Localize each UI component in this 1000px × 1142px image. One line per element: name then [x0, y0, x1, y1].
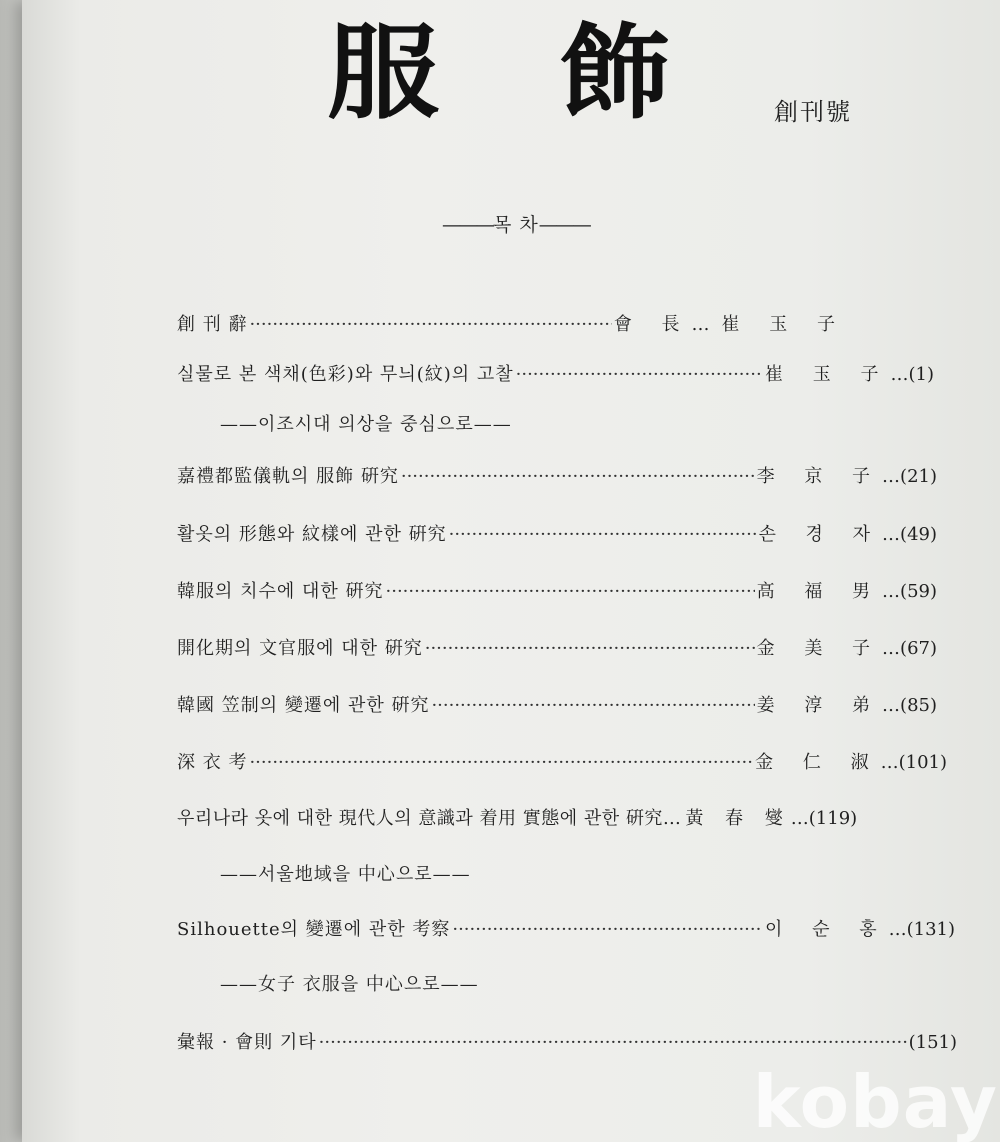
toc-entry-title: 우리나라 옷에 대한 現代人의 意識과 着用 實態에 관한 硏究…	[177, 808, 682, 829]
document-page	[22, 0, 1000, 1142]
toc-entry-author: 崔 玉 子	[765, 364, 891, 385]
leader-dots	[431, 695, 754, 716]
leader-dots	[386, 581, 755, 602]
toc-entry-author: 姜 淳 弟	[756, 695, 883, 716]
toc-entry-page: …(49)	[882, 524, 937, 545]
leader-dots	[452, 919, 763, 940]
toc-entry-page: …(85)	[882, 695, 937, 716]
toc-entry-page: …(1)	[890, 364, 934, 385]
toc-heading: ———목 차———	[442, 214, 590, 236]
toc-entry	[177, 634, 937, 660]
toc-entry-page: …(119)	[790, 808, 858, 829]
toc-entry-title: Silhouette의 變遷에 관한 考察	[177, 919, 451, 940]
toc-entry	[177, 748, 947, 774]
toc-entry-title: 創 刊 辭	[177, 314, 248, 335]
toc-entry-author: 金 仁 淑	[755, 752, 881, 773]
leader-dots	[401, 466, 755, 487]
toc-entry-author: 金 美 子	[756, 638, 883, 659]
toc-entry-title: 활옷의 形態와 紋樣에 관한 硏究	[177, 524, 447, 545]
toc-entry-page: …(21)	[882, 466, 937, 487]
leader-dots	[249, 314, 611, 335]
leader-dots	[516, 364, 763, 385]
toc-entry-title: 韓服의 치수에 대한 硏究	[177, 581, 384, 602]
toc-entry	[177, 804, 952, 830]
toc-entry-title: 深 衣 考	[177, 752, 248, 773]
toc-entry-title: 실물로 본 색채(色彩)와 무늬(紋)의 고찰	[177, 364, 514, 385]
toc-entry-title: 開化期의 文官服에 대한 硏究	[177, 638, 423, 659]
toc-entry	[177, 577, 937, 603]
toc-entry	[177, 1028, 957, 1054]
toc-entry-title: 嘉禮都監儀軌의 服飾 硏究	[177, 466, 399, 487]
toc-entry	[177, 915, 955, 941]
toc-entry	[177, 310, 847, 336]
toc-entry	[177, 462, 937, 488]
toc-entry-page: …(59)	[882, 581, 937, 602]
toc-entry	[177, 520, 937, 546]
journal-title: 服飾	[327, 12, 791, 134]
book-spine	[0, 0, 22, 1142]
toc-entry-page: …(67)	[882, 638, 937, 659]
toc-entry	[177, 360, 934, 386]
toc-entry-title: 韓國 笠制의 變遷에 관한 硏究	[177, 695, 430, 716]
toc-entry-author: 손 경 자	[758, 524, 883, 545]
toc-entry-page: (151)	[908, 1032, 957, 1053]
toc-entry-author: 黃 春 燮	[685, 808, 791, 829]
toc-entry-author: 會 長…崔 玉 子	[613, 314, 847, 335]
toc-entry-page: …(131)	[888, 919, 955, 940]
toc-entry-title: 彙報 · 會則 기타	[177, 1032, 317, 1053]
leader-dots	[249, 752, 753, 773]
leader-dots	[425, 638, 755, 659]
toc-heading-text: 목 차	[493, 214, 539, 236]
toc-entry	[177, 691, 937, 717]
leader-dots	[449, 524, 757, 545]
watermark-logo: kobay	[752, 1060, 998, 1142]
toc-entry-subtitle: ——女子 衣服을 中心으로——	[220, 974, 479, 995]
toc-entry-author: 이 순 홍	[764, 919, 889, 940]
toc-entry-subtitle: ——이조시대 의상을 중심으로——	[220, 414, 512, 435]
toc-entry-page: …(101)	[880, 752, 947, 773]
issue-label: 創刊號	[774, 98, 852, 126]
toc-entry-author: 李 京 子	[756, 466, 883, 487]
toc-entry-subtitle: ——서울地域을 中心으로——	[220, 864, 471, 885]
toc-entry-author: 高 福 男	[756, 581, 883, 602]
leader-dots	[319, 1032, 907, 1053]
